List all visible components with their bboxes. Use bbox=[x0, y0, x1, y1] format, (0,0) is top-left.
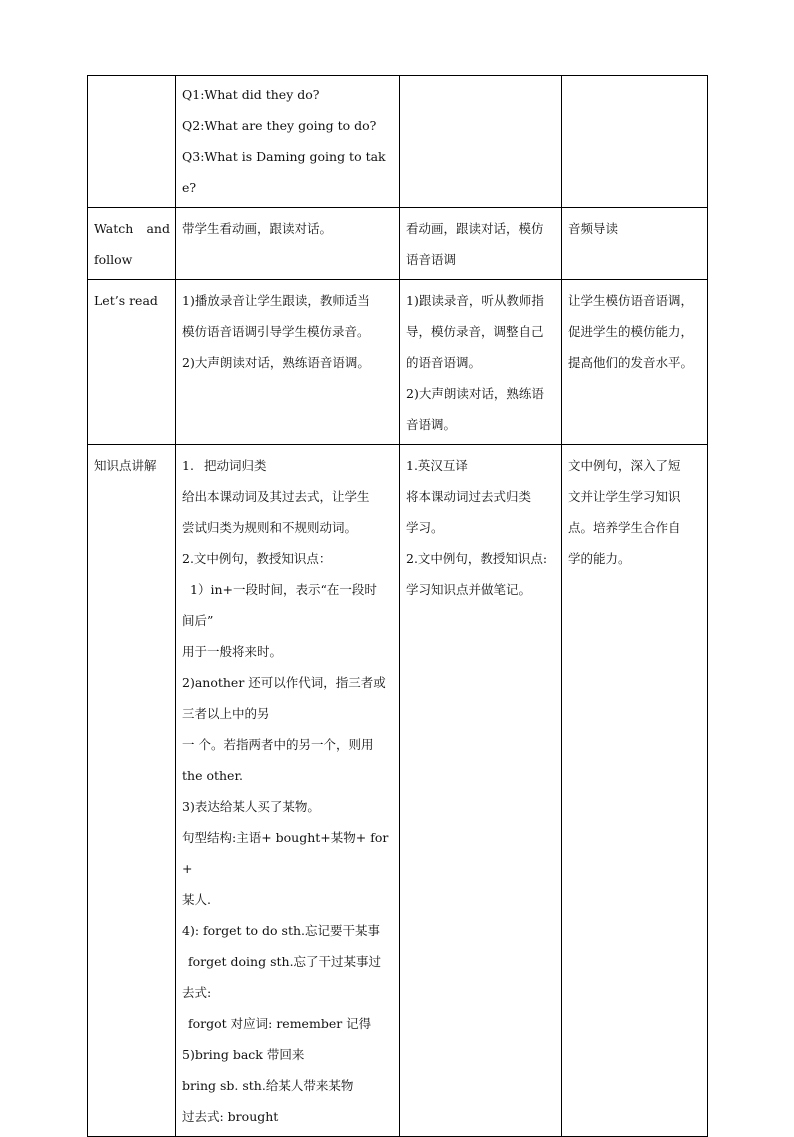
purpose-line: 学的能力。 bbox=[568, 551, 631, 566]
knowledge-line: 给出本课动词及其过去式，让学生 bbox=[182, 489, 370, 504]
knowledge-line: 2)another 还可以作代词，指三者或 bbox=[182, 675, 386, 690]
knowledge-line bbox=[182, 450, 394, 481]
knowledge-line: 一 个。若指两者中的另一个，则用 bbox=[182, 737, 374, 752]
row2-purpose-cell bbox=[562, 280, 708, 445]
knowledge-line: 4): forget to do sth.忘记要干某事 bbox=[182, 923, 381, 938]
teacher-activity-line: 2)大声朗读对话，熟练语音语调。 bbox=[182, 355, 370, 370]
lesson-plan-table bbox=[87, 75, 708, 1137]
knowledge-line: forgot 对应词: remember 记得 bbox=[188, 1016, 372, 1031]
row1-purpose-cell bbox=[562, 208, 708, 280]
row1-student-cell bbox=[400, 208, 562, 280]
stage-word-and: and bbox=[146, 221, 170, 236]
item-title: 把动词归类 bbox=[203, 458, 267, 473]
student-activity-line: 导，模仿录音，调整自己 bbox=[406, 324, 544, 339]
student-activity-line: 1)跟读录音，听从教师指 bbox=[406, 293, 544, 308]
row0-stage-cell bbox=[88, 76, 176, 208]
teacher-activity: 带学生看动画，跟读对话。 bbox=[182, 221, 333, 236]
row1-stage-cell bbox=[88, 208, 176, 280]
row0-student-cell bbox=[400, 76, 562, 208]
table-row bbox=[88, 445, 708, 1137]
row3-purpose-cell bbox=[562, 445, 708, 1137]
student-activity-line: 2)大声朗读对话，熟练语 bbox=[406, 386, 544, 401]
teacher-activity-line: 模仿语音语调引导学生模仿录音。 bbox=[182, 324, 370, 339]
knowledge-line: 1）in+一段时间，表示“在一段时 bbox=[190, 582, 377, 597]
row3-stage-cell bbox=[88, 445, 176, 1137]
row2-student-cell bbox=[400, 280, 562, 445]
question-1: Q1:What did they do? bbox=[182, 87, 320, 102]
student-activity-line: 的语音语调。 bbox=[406, 355, 482, 370]
knowledge-line: 用于一般将来时。 bbox=[182, 644, 283, 659]
student-activity-line: 语音语调 bbox=[406, 252, 457, 267]
knowledge-line: 句型结构:主语+ bought+某物+ for+ bbox=[182, 830, 389, 876]
knowledge-line: 5)bring back 带回来 bbox=[182, 1047, 305, 1062]
purpose-line: 点。培养学生合作自 bbox=[568, 520, 681, 535]
question-2: Q2:What are they going to do? bbox=[182, 118, 377, 133]
item-number: 1. bbox=[182, 458, 194, 473]
row3-student-cell bbox=[400, 445, 562, 1137]
row0-teacher-cell bbox=[176, 76, 400, 208]
purpose-line: 让学生模仿语音语调， bbox=[568, 293, 694, 308]
purpose-text: 音频导读 bbox=[568, 221, 619, 236]
student-activity-line: 1.英汉互译 bbox=[406, 458, 468, 473]
purpose-line: 文并让学生学习知识 bbox=[568, 489, 681, 504]
knowledge-line: 尝试归类为规则和不规则动词。 bbox=[182, 520, 358, 535]
row2-stage-cell bbox=[88, 280, 176, 445]
knowledge-line: 过去式: brought bbox=[182, 1109, 279, 1124]
knowledge-line: 2.文中例句，教授知识点： bbox=[182, 551, 332, 566]
table-row bbox=[88, 208, 708, 280]
knowledge-line: forget doing sth.忘了干过某事过 bbox=[188, 954, 382, 969]
stage-lets-read: Let’s read bbox=[94, 293, 158, 308]
purpose-line: 促进学生的模仿能力， bbox=[568, 324, 694, 339]
knowledge-line: bring sb. sth.给某人带来某物 bbox=[182, 1078, 354, 1093]
table-row bbox=[88, 280, 708, 445]
stage-knowledge-points: 知识点讲解 bbox=[94, 458, 157, 473]
student-activity-line: 音语调。 bbox=[406, 417, 457, 432]
student-activity-line: 将本课动词过去式归类 bbox=[406, 489, 532, 504]
knowledge-line: 间后” bbox=[182, 613, 214, 628]
student-activity-line: 2.文中例句，教授知识点: bbox=[406, 551, 548, 566]
knowledge-line: 去式: bbox=[182, 985, 212, 1000]
row2-teacher-cell bbox=[176, 280, 400, 445]
row0-purpose-cell bbox=[562, 76, 708, 208]
teacher-activity-line: 1)播放录音让学生跟读，教师适当 bbox=[182, 293, 370, 308]
stage-word-watch: Watch bbox=[94, 221, 134, 236]
question-3: Q3:What is Daming going to take? bbox=[182, 149, 386, 195]
table-row bbox=[88, 76, 708, 208]
knowledge-line: 某人. bbox=[182, 892, 211, 907]
stage-watch-and bbox=[94, 213, 170, 244]
row1-teacher-cell bbox=[176, 208, 400, 280]
stage-word-follow: follow bbox=[94, 252, 133, 267]
student-activity-line: 学习知识点并做笔记。 bbox=[406, 582, 532, 597]
knowledge-line: 3)表达给某人买了某物。 bbox=[182, 799, 320, 814]
purpose-line: 提高他们的发音水平。 bbox=[568, 355, 694, 370]
student-activity-line: 看动画，跟读对话，模仿 bbox=[406, 221, 544, 236]
student-activity-line: 学习。 bbox=[406, 520, 444, 535]
knowledge-line: 三者以上中的另 bbox=[182, 706, 270, 721]
knowledge-line: the other. bbox=[182, 768, 244, 783]
purpose-line: 文中例句，深入了短 bbox=[568, 458, 681, 473]
row3-teacher-cell bbox=[176, 445, 400, 1137]
